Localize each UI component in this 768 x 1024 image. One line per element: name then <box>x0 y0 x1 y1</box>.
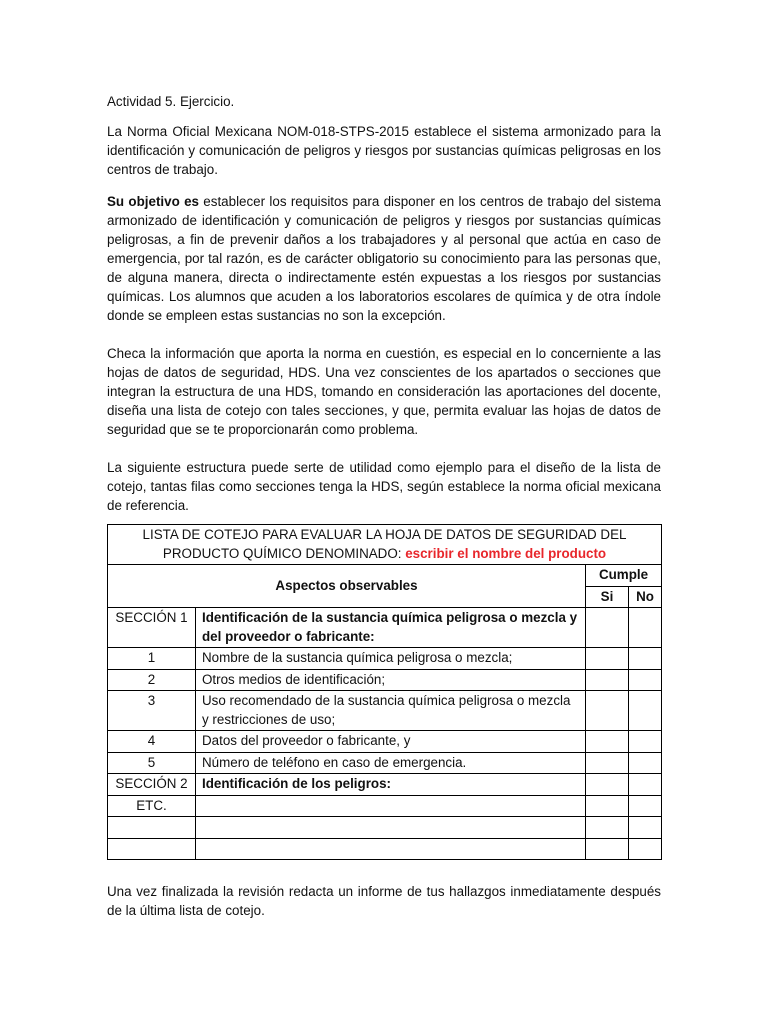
row-no-cell[interactable] <box>629 731 662 753</box>
row-si-cell[interactable] <box>586 752 629 774</box>
row-no-cell[interactable] <box>629 752 662 774</box>
aspects-header: Aspectos observables <box>108 565 586 608</box>
row-si-cell[interactable] <box>586 817 629 839</box>
objective-text: establecer los requisitos para disponer en los centros de trabajo del sistema armonizado de identificación y comunicación de peligros y riesgos por sustancias químicas peligrosas, a fin de prevenir daños a los trabajadores y al personal que actúa en caso de emergencia, por tal razón, es de carácter obligatorio su conocimiento para las personas que, de alguna manera, directa o indirectamente estén expuestas a los riesgos por sustancias químicas. Los alumnos que acuden a los laboratorios escolares de química y de otra índole donde se empleen estas sustancias no son la excepción. <box>107 194 661 323</box>
row-aspect: Uso recomendado de la sustancia química peligrosa o mezcla y restricciones de uso; <box>196 691 586 731</box>
checklist-table <box>107 524 662 860</box>
row-number: SECCIÓN 2 <box>108 774 196 796</box>
product-name-placeholder: escribir el nombre del producto <box>405 545 607 561</box>
table-row <box>108 774 662 796</box>
table-title-row <box>108 525 662 565</box>
row-number <box>108 817 196 839</box>
row-no-cell[interactable] <box>629 648 662 670</box>
table-row <box>108 838 662 860</box>
paragraph-instructions: Checa la información que aporta la norma en cuestión, es especial en lo concerniente a las hojas de datos de seguridad, HDS. Una vez conscientes de los apartados o secciones que integran la estructura de una HDS, tomando en consideración las aportaciones del docente, diseña una lista de cotejo con tales secciones, y que, permita evaluar las hojas de datos de seguridad que se te proporcionarán como problema. <box>107 346 661 437</box>
row-number: SECCIÓN 1 <box>108 608 196 648</box>
row-aspect <box>196 838 586 860</box>
row-no-cell[interactable] <box>629 669 662 691</box>
table-row <box>108 691 662 731</box>
row-no-cell[interactable] <box>629 691 662 731</box>
table-row <box>108 669 662 691</box>
paragraph-closing: Una vez finalizada la revisión redacta un informe de tus hallazgos inmediatamente después de la última lista de cotejo. <box>107 884 661 918</box>
row-aspect <box>196 817 586 839</box>
cumple-header: Cumple <box>586 565 662 587</box>
table-row <box>108 608 662 648</box>
no-header: No <box>629 586 662 608</box>
row-no-cell[interactable] <box>629 795 662 817</box>
row-no-cell[interactable] <box>629 817 662 839</box>
row-aspect: Datos del proveedor o fabricante, y <box>196 731 586 753</box>
table-row <box>108 731 662 753</box>
row-aspect: Nombre de la sustancia química peligrosa o mezcla; <box>196 648 586 670</box>
table-title-text: LISTA DE COTEJO PARA EVALUAR LA HOJA DE DATOS DE SEGURIDAD DEL PRODUCTO QUÍMICO DENOMINADO: <box>142 527 627 561</box>
table-title-cell <box>108 525 662 565</box>
paragraph-objective <box>107 192 661 325</box>
paragraph-structure: La siguiente estructura puede serte de utilidad como ejemplo para el diseño de la lista de cotejo, tantas filas como secciones tenga la HDS, según establece la norma oficial mexicana de referencia. <box>107 460 661 513</box>
row-si-cell[interactable] <box>586 608 629 648</box>
row-number: 5 <box>108 752 196 774</box>
table-row <box>108 648 662 670</box>
row-aspect: Identificación de la sustancia química peligrosa o mezcla y del proveedor o fabricante: <box>196 608 586 648</box>
row-number: 1 <box>108 648 196 670</box>
row-number: 2 <box>108 669 196 691</box>
table-row <box>108 795 662 817</box>
row-aspect: Identificación de los peligros: <box>196 774 586 796</box>
table-row <box>108 752 662 774</box>
table-header-row <box>108 565 662 587</box>
row-number <box>108 838 196 860</box>
row-si-cell[interactable] <box>586 669 629 691</box>
row-si-cell[interactable] <box>586 795 629 817</box>
row-si-cell[interactable] <box>586 691 629 731</box>
activity-title: Actividad 5. Ejercicio. <box>107 94 235 109</box>
row-no-cell[interactable] <box>629 608 662 648</box>
row-aspect <box>196 795 586 817</box>
row-aspect: Otros medios de identificación; <box>196 669 586 691</box>
row-si-cell[interactable] <box>586 648 629 670</box>
si-header: Si <box>586 586 629 608</box>
row-number: 3 <box>108 691 196 731</box>
row-number: ETC. <box>108 795 196 817</box>
row-aspect: Número de teléfono en caso de emergencia. <box>196 752 586 774</box>
table-body <box>108 608 662 860</box>
row-no-cell[interactable] <box>629 774 662 796</box>
row-si-cell[interactable] <box>586 731 629 753</box>
row-no-cell[interactable] <box>629 838 662 860</box>
row-si-cell[interactable] <box>586 774 629 796</box>
table-row <box>108 817 662 839</box>
document-page <box>107 92 661 920</box>
paragraph-intro: La Norma Oficial Mexicana NOM-018-STPS-2015 establece el sistema armonizado para la identificación y comunicación de peligros y riesgos por sustancias químicas peligrosas en los centros de trabajo. <box>107 124 661 177</box>
row-number: 4 <box>108 731 196 753</box>
row-si-cell[interactable] <box>586 838 629 860</box>
objective-label: Su objetivo es <box>107 194 199 209</box>
